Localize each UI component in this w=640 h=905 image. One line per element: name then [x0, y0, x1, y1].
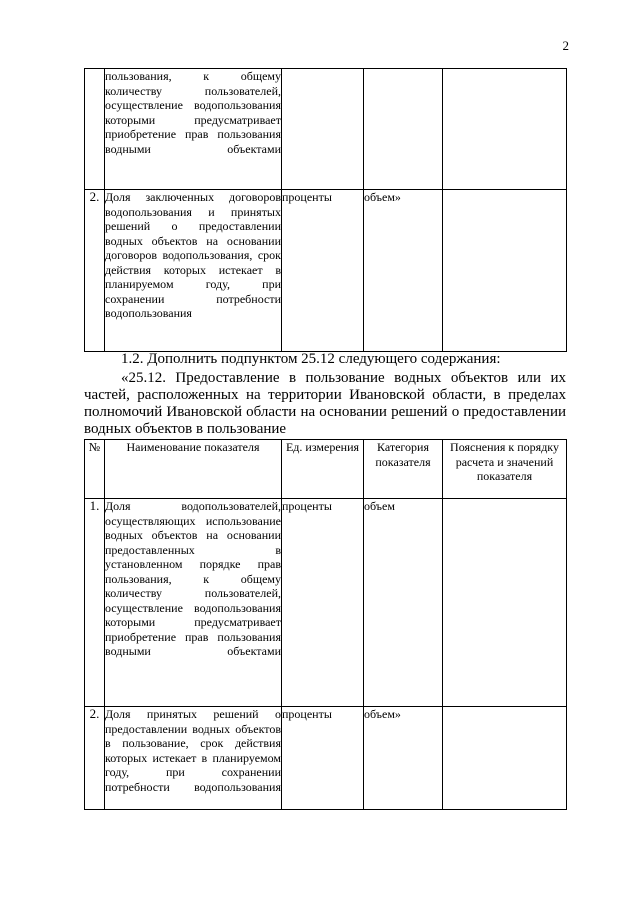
header-name: Наименование показателя: [105, 440, 282, 499]
unit-cell: [282, 69, 364, 190]
notes-cell: [443, 499, 567, 707]
table-row: [85, 69, 567, 190]
row-number: 2.: [85, 707, 105, 810]
unit-cell: проценты: [282, 499, 364, 707]
row-number: [85, 69, 105, 190]
table-header-row: [85, 440, 567, 499]
indicators-table: [84, 439, 567, 810]
table-row: [85, 190, 567, 352]
notes-cell: [443, 707, 567, 810]
indicator-name-text: пользования, к общему количеству пользователей, осуществление водопользования которыми предусматривает приобретение прав пользования водными объектами: [105, 69, 281, 156]
row-number: 2.: [85, 190, 105, 352]
header-notes: Пояснения к порядку расчета и значений показателя: [443, 440, 567, 499]
header-category: Категория показателя: [364, 440, 443, 499]
indicator-name: [105, 707, 282, 810]
indicator-name: [105, 499, 282, 707]
page-number: 2: [562, 38, 569, 53]
table-row: [85, 707, 567, 810]
indicator-name: [105, 69, 282, 190]
row-number: 1.: [85, 499, 105, 707]
indicator-name-text: Доля водопользователей, осуществляющих использование водных объектов на основании предоставленных в установленном порядке прав пользования, к общему количеству пользователей, осуществление водопользования которыми предусматривает приобретение прав пользования водными объектами: [105, 499, 281, 658]
category-cell: объем»: [364, 707, 443, 810]
indicator-name-text: Доля заключенных договоров водопользования и принятых решений о предоставлении водных объектов на основании договоров водопользования, срок действия которых истекает в планируемом году, при сохранении потребности водопользования: [105, 190, 281, 320]
indicators-table-continued: [84, 68, 567, 352]
indicator-name: [105, 190, 282, 352]
amendment-paragraph: 1.2. Дополнить подпунктом 25.12 следующего содержания:: [121, 351, 501, 367]
subclause-paragraph: «25.12. Предоставление в пользование водных объектов или их частей, расположенных на территории Ивановской области, в пределах полномочий Ивановской области на основании решений о предоставлении водных объектов в пользование: [84, 370, 566, 437]
table-row: [85, 499, 567, 707]
category-cell: объем: [364, 499, 443, 707]
unit-cell: проценты: [282, 190, 364, 352]
notes-cell: [443, 190, 567, 352]
category-cell: [364, 69, 443, 190]
notes-cell: [443, 69, 567, 190]
header-unit: Ед. измерения: [282, 440, 364, 499]
indicator-name-text: Доля принятых решений о предоставлении водных объектов в пользование, срок действия которых истекает в планируемом году, при сохранении потребности водопользования: [105, 707, 281, 794]
category-cell: объем»: [364, 190, 443, 352]
header-number: №: [85, 440, 105, 499]
unit-cell: проценты: [282, 707, 364, 810]
